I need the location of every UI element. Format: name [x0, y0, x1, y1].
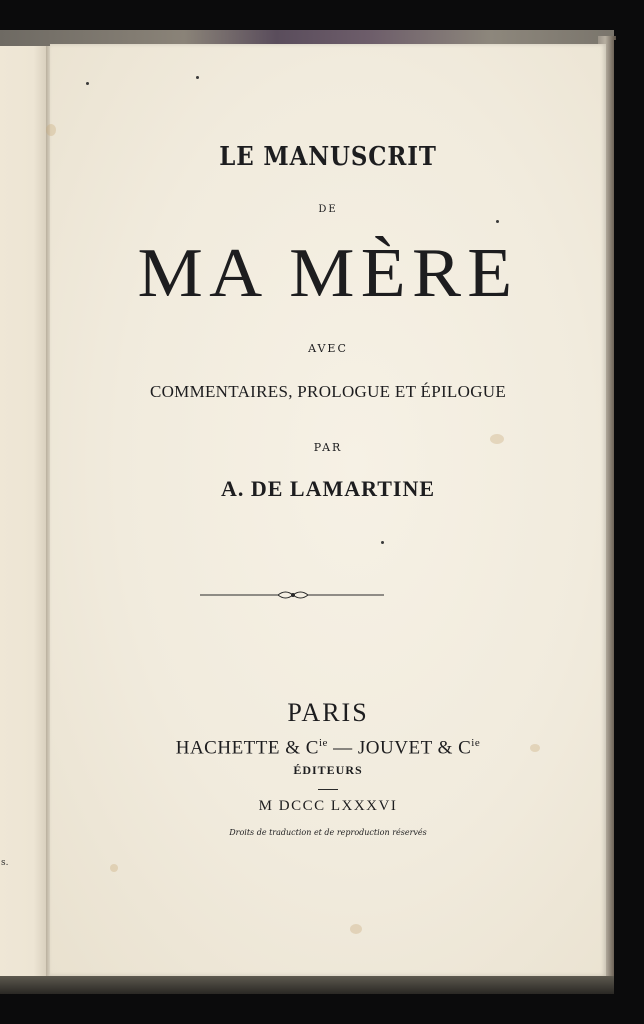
- publisher-2-name: JOUVET & C: [357, 737, 472, 759]
- specks: [196, 76, 199, 79]
- rights-notice: Droits de traduction et de reproduction réservés: [229, 828, 427, 837]
- title-page: [50, 44, 606, 976]
- foxing-spot: [350, 924, 362, 934]
- ornament-rule: [50, 588, 606, 602]
- book-cover-bottom-edge: [0, 976, 614, 994]
- background-right: [614, 40, 644, 1024]
- specks: [86, 82, 89, 85]
- editeurs-label: ÉDITEURS: [293, 763, 363, 777]
- publication-year: M DCCC LXXXVI: [258, 798, 398, 814]
- publisher-separator: —: [327, 737, 358, 759]
- author: A. DE LAMARTINE: [220, 476, 436, 501]
- publisher-2-sup: ie: [471, 737, 481, 749]
- foxing-spot: [46, 124, 56, 136]
- title-line-2: MA MÈRE: [137, 235, 519, 312]
- left-page-margin-mark: s.: [1, 858, 9, 868]
- short-rule: [318, 789, 338, 790]
- specks: [496, 220, 499, 223]
- subtitle: COMMENTAIRES, PROLOGUE ET ÉPILOGUE: [149, 382, 507, 401]
- left-page: [0, 46, 48, 976]
- publication-place: PARIS: [287, 698, 369, 727]
- publishers: [50, 737, 606, 759]
- title-connector: DE: [318, 204, 338, 215]
- publisher-1-name: HACHETTE & C: [175, 737, 319, 759]
- avec-label: AVEC: [308, 342, 348, 355]
- title-line-1: LE MANUSCRIT: [219, 142, 437, 172]
- foxing-spot: [110, 864, 118, 872]
- publisher-1-sup: ie: [318, 737, 328, 749]
- specks: [381, 541, 384, 544]
- par-label: PAR: [313, 441, 343, 454]
